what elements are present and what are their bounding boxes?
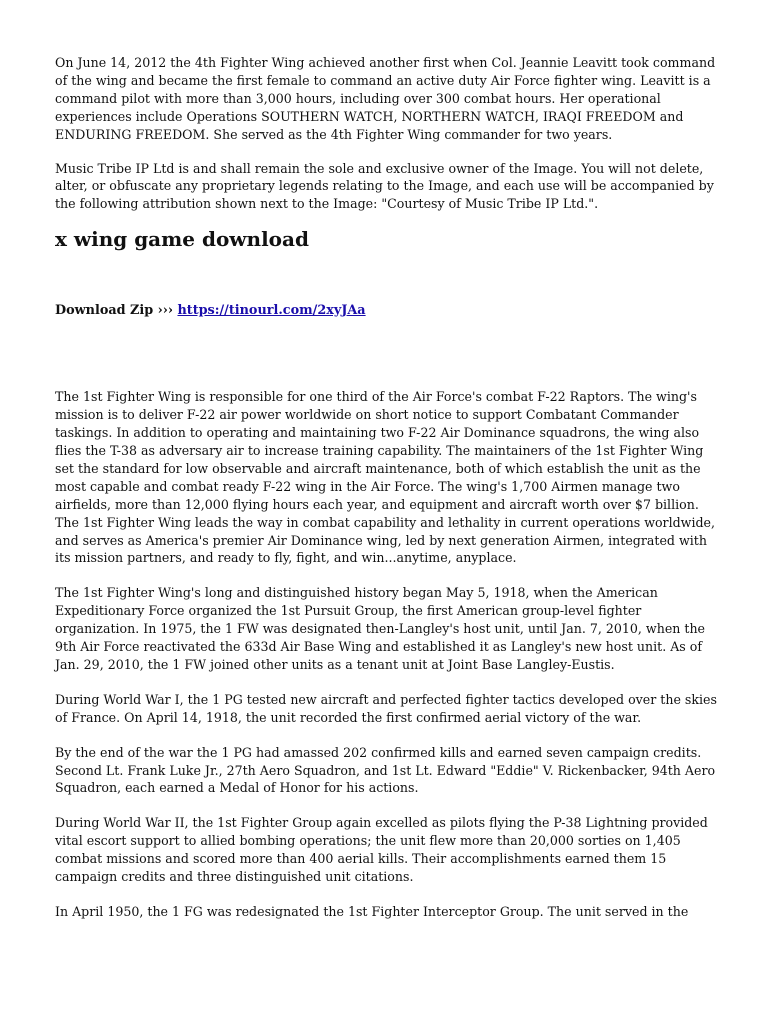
body-paragraph-5: During World War II, the 1st Fighter Group again excelled as pilots flying the P-38 Lightning provided vital escort support to allied bombing operations; the unit flew more than 20,000 sorties on 1,405 combat missions and scored more than 400 aerial kills. Their accomplishments earned them 15 campaign credits and three distinguished unit citations. <box>55 815 708 885</box>
intro-paragraph-1: On June 14, 2012 the 4th Fighter Wing achieved another first when Col. Jeannie Leavitt took command of the wing and became the first female to command an active duty Air Force fighter wing. Leavitt is a command pilot with more than 3,000 hours, including over 300 combat hours. Her operational experiences include Operations SOUTHERN WATCH, NORTHERN WATCH, IRAQI FREEDOM and ENDURING FREEDOM. She served as the 4th Fighter Wing commander for two years. <box>55 55 716 142</box>
body-paragraph-2: The 1st Fighter Wing's long and distinguished history began May 5, 1918, when the American Expeditionary Force organized the 1st Pursuit Group, the first American group-level fighter organization. In 1975, the 1 FW was designated then-Langley's host unit, until Jan. 7, 2010, when the 9th Air Force reactivated the 633d Air Base Wing and established it as Langley's new host unit. As of Jan. 29, 2010, the 1 FW joined other units as a tenant unit at Joint Base Langley-Eustis. <box>55 585 706 672</box>
download-label: Download Zip ››› <box>55 303 174 319</box>
body-paragraph-3: During World War I, the 1 PG tested new aircraft and perfected fighter tactics developed over the skies of France. On April 14, 1918, the unit recorded the first confirmed aerial victory of the war. <box>55 691 717 725</box>
document-page <box>55 54 721 938</box>
page-heading: x wing game download <box>55 227 309 252</box>
body-paragraph-6: In April 1950, the 1 FG was redesignated the 1st Fighter Interceptor Group. The unit served in the <box>55 904 689 919</box>
body-paragraph-4: By the end of the war the 1 PG had amassed 202 confirmed kills and earned seven campaign credits. Second Lt. Frank Luke Jr., 27th Aero Squadron, and 1st Lt. Edward "Eddie" V. Rickenbacker, 94th Aero Squadron, each earned a Medal of Honor for his actions. <box>55 744 716 796</box>
download-link[interactable]: https://tinourl.com/2xyJAa <box>177 303 366 319</box>
download-line <box>55 302 721 320</box>
body-paragraph-1: The 1st Fighter Wing is responsible for one third of the Air Force's combat F-22 Raptors. The wing's mission is to deliver F-22 air power worldwide on short notice to support Combatant Commander taskings. In addition to operating and maintaining two F-22 Air Dominance squadrons, the wing also flies the T-38 as adversary air to increase training capability. The maintainers of the 1st Fighter Wing set the standard for low observable and aircraft maintenance, both of which establish the unit as the most capable and combat ready F-22 wing in the Air Force. The wing's 1,700 Airmen manage two airfields, more than 12,000 flying hours each year, and equipment and aircraft worth over $7 billion. The 1st Fighter Wing leads the way in combat capability and lethality in current operations worldwide, and serves as America's premier Air Dominance wing, led by next generation Airmen, integrated with its mission partners, and ready to fly, fight, and win...anytime, anyplace. <box>55 389 715 566</box>
article-body <box>55 388 721 921</box>
intro-paragraph-2: Music Tribe IP Ltd is and shall remain the sole and exclusive owner of the Image. You will not delete, alter, or obfuscate any proprietary legends relating to the Image, and each use will be accompanied by the following attribution shown next to the Image: "Courtesy of Music Tribe IP Ltd.". <box>55 160 714 212</box>
